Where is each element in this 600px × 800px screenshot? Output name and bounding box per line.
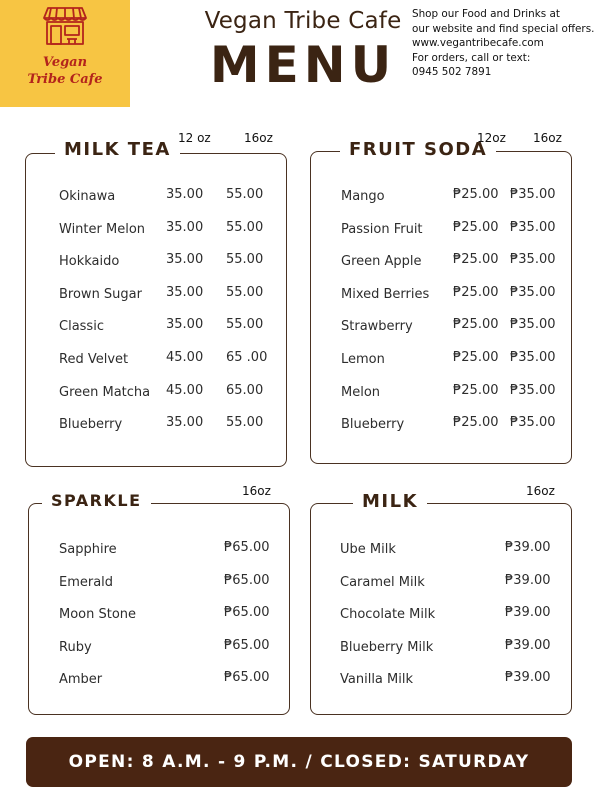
sparkle-item	[59, 542, 299, 562]
price-12oz: 35.00	[166, 317, 204, 333]
item-name: Blueberry Milk	[340, 639, 434, 655]
price-16oz: ₱39.00	[505, 637, 551, 653]
page-title: MENU	[209, 36, 397, 94]
logo-text	[0, 54, 130, 88]
price-16oz: ₱35.00	[510, 252, 556, 268]
info-line-2: our website and find special offers.	[412, 22, 595, 35]
price-12oz: ₱25.00	[453, 350, 499, 365]
milk-tea-title: MILK TEA	[55, 139, 180, 160]
price-12oz: ₱25.00	[453, 284, 499, 300]
logo-line-1: Vegan	[42, 55, 88, 70]
price-16oz: 55.00	[226, 219, 264, 235]
price-12oz: 45.00	[166, 382, 204, 398]
price-16oz: ₱39.00	[505, 540, 551, 555]
price-12oz: ₱25.00	[453, 382, 499, 398]
price-16oz: ₱35.00	[510, 187, 556, 202]
price-16oz: ₱35.00	[510, 219, 556, 235]
price-12oz: ₱25.00	[453, 415, 499, 431]
fruit-soda-item	[341, 382, 581, 405]
item-name: Green Apple	[341, 254, 422, 270]
milk-tea-item	[59, 189, 299, 209]
milk-item	[340, 672, 580, 692]
milk-tea-item	[59, 382, 299, 405]
price-16oz: ₱35.00	[510, 415, 556, 431]
sparkle-size-16oz: 16oz	[242, 484, 271, 498]
info-line-1: Shop our Food and Drinks at	[412, 8, 560, 20]
sparkle-item	[59, 607, 299, 627]
price-12oz: 35.00	[166, 284, 204, 300]
milk-item	[340, 542, 580, 562]
item-name: Passion Fruit	[341, 221, 423, 237]
price-12oz: ₱25.00	[453, 219, 499, 235]
item-name: Blueberry	[59, 417, 123, 433]
item-name: Blueberry	[341, 417, 405, 433]
item-name: Ube Milk	[340, 542, 396, 557]
item-name: Strawberry	[341, 319, 413, 335]
milk-item	[340, 637, 580, 660]
item-name: Mixed Berries	[341, 286, 430, 302]
milk-size-16oz: 16oz	[526, 484, 555, 498]
fruit-soda-item	[341, 319, 581, 339]
item-name: Green Matcha	[59, 384, 151, 400]
website-link[interactable]: www.vegantribecafe.com	[412, 37, 544, 49]
item-name: Emerald	[59, 574, 114, 590]
item-name: Vanilla Milk	[340, 672, 413, 687]
price-16oz: 55.00	[226, 284, 264, 300]
item-name: Winter Melon	[59, 221, 146, 237]
price-16oz: ₱35.00	[510, 284, 556, 300]
milk-tea-item	[59, 352, 299, 372]
fruit-soda-size-16oz: 16oz	[533, 131, 562, 145]
price-12oz: ₱25.00	[453, 187, 499, 202]
item-name: Classic	[59, 319, 104, 335]
item-name: Lemon	[341, 352, 385, 367]
item-name: Amber	[59, 672, 103, 687]
milk-tea-item	[59, 319, 299, 339]
milk-tea-size-16oz: 16oz	[244, 131, 273, 145]
contact-info	[412, 7, 600, 80]
fruit-soda-size-12oz: 12oz	[477, 131, 506, 145]
price-16oz: ₱39.00	[505, 605, 551, 620]
sparkle-title: SPARKLE	[42, 491, 151, 510]
item-name: Brown Sugar	[59, 286, 142, 302]
price-16oz: ₱65.00	[224, 572, 270, 588]
item-name: Ruby	[59, 639, 92, 655]
storefront-icon	[42, 4, 88, 46]
price-12oz: 35.00	[166, 252, 204, 268]
price-16oz: 55.00	[226, 252, 264, 268]
milk-tea-item	[59, 219, 299, 242]
price-16oz: ₱39.00	[505, 670, 551, 685]
fruit-soda-title: FRUIT SODA	[340, 139, 496, 160]
opening-hours-banner: OPEN: 8 A.M. - 9 P.M. / CLOSED: SATURDAY	[26, 737, 572, 787]
price-16oz: 65 .00	[226, 350, 268, 365]
price-12oz: ₱25.00	[453, 317, 499, 333]
milk-tea-item	[59, 284, 299, 307]
item-name: Sapphire	[59, 542, 117, 557]
fruit-soda-item	[341, 352, 581, 372]
price-16oz: ₱35.00	[510, 317, 556, 333]
price-12oz: 35.00	[166, 187, 204, 202]
cafe-name: Vegan Tribe Cafe	[204, 8, 402, 34]
fruit-soda-item	[341, 284, 581, 307]
fruit-soda-item	[341, 189, 581, 209]
item-name: Mango	[341, 189, 385, 204]
milk-tea-item	[59, 417, 299, 437]
item-name: Moon Stone	[59, 607, 137, 622]
phone-number[interactable]: 0945 502 7891	[412, 66, 492, 78]
milk-item	[340, 607, 580, 627]
price-12oz: 35.00	[166, 219, 204, 235]
price-16oz: ₱35.00	[510, 350, 556, 365]
price-16oz: ₱65.00	[224, 540, 270, 555]
fruit-soda-item	[341, 219, 581, 242]
price-16oz: ₱39.00	[505, 572, 551, 588]
milk-title: MILK	[353, 491, 427, 512]
item-name: Melon	[341, 384, 381, 400]
logo-line-2: Tribe Cafe	[27, 72, 103, 87]
sparkle-item	[59, 672, 299, 692]
milk-tea-size-12oz: 12 oz	[178, 131, 211, 145]
milk-tea-item	[59, 254, 299, 274]
fruit-soda-item	[341, 254, 581, 274]
item-name: Red Velvet	[59, 352, 129, 367]
price-16oz: ₱35.00	[510, 382, 556, 398]
logo-badge	[0, 0, 130, 107]
item-name: Hokkaido	[59, 254, 120, 270]
item-name: Okinawa	[59, 189, 116, 204]
milk-item	[340, 572, 580, 595]
price-16oz: ₱65.00	[224, 605, 270, 620]
price-12oz: 45.00	[166, 350, 204, 365]
price-16oz: 65.00	[226, 382, 264, 398]
info-line-4: For orders, call or text:	[412, 51, 531, 64]
price-16oz: ₱65.00	[224, 637, 270, 653]
fruit-soda-item	[341, 417, 581, 437]
sparkle-item	[59, 637, 299, 660]
price-12oz: 35.00	[166, 415, 204, 431]
item-name: Caramel Milk	[340, 574, 425, 590]
price-12oz: ₱25.00	[453, 252, 499, 268]
item-name: Chocolate Milk	[340, 607, 436, 622]
price-16oz: 55.00	[226, 187, 264, 202]
price-16oz: ₱65.00	[224, 670, 270, 685]
sparkle-item	[59, 572, 299, 595]
price-16oz: 55.00	[226, 415, 264, 431]
price-16oz: 55.00	[226, 317, 264, 333]
